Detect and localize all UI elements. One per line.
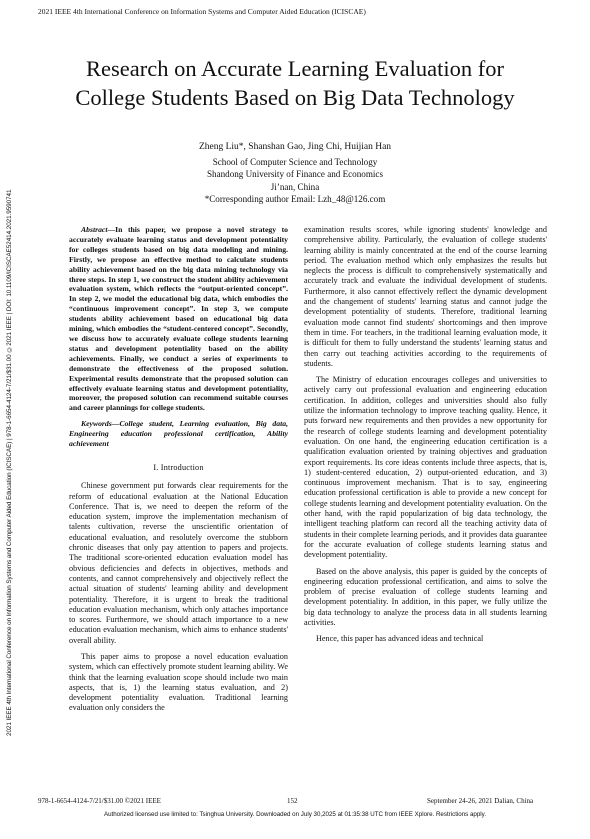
body-paragraph: examination results scores, while ignoring students' knowledge and comprehensive ability. Particularly, the evaluation of college students' learning ability is mainly concentrated at the end of the course learning period. The evaluation method which only emphasizes the results but neglects the process is difficult to comprehensively systematically and accurately track and evaluate the individual development of students. Furthermore, it also cannot effectively reflect the dynamic development and the changement of students' learning status and cannot judge the development potentiality of students. Therefore, traditional learning evaluation mode cannot find students' shortcomings and then improve them in time. For teachers, in the traditional learning evaluation mode, it is difficult for them to fully understand the students' learning status and then carry out teaching activities according to the requirements of students. (304, 225, 547, 368)
abstract-text: —In this paper, we propose a novel strategy to accurately evaluate learning status and development potentiality for colleges students based on big data modeling and mining. Firstly, we propose an effective method to calculate students ability achievement based on the big data mining technology via three steps. In step 1, we construct the student ability achievement evaluation system, which reflects the “output-oriented concept”. In step 2, we model the educational big data, which embodies the “continuous improvement concept”. In step 3, we compute students ability achievement based on educational big data mining, which embodies the “student-centered concept”. Secondly, we discuss how to accurately evaluate college students learning status and development potentiality based on the ability achievements. Finally, we conduct a series of experiments to demonstrate the effectiveness of the proposed solution. Experimental results demonstrate that the proposed solution can effectively evaluate learning status and development potentiality, moreover, the proposed solution can recommend suitable courses and career plannings for college students. (69, 225, 288, 413)
authorization-notice: Authorized licensed use limited to: Tsinghua University. Downloaded on July 30,2025 at 01:35:38 UTC from IEEE Xplore. Restrictions apply. (103, 811, 487, 818)
footer-date-place: September 24-26, 2021 Dalian, China (427, 797, 534, 805)
footer-page-number: 152 (287, 797, 298, 805)
author-university: Shandong University of Finance and Economics (206, 169, 384, 180)
abstract (69, 225, 288, 413)
right-column (304, 225, 547, 651)
body-paragraph: Based on the above analysis, this paper is guided by the concepts of engineering education professional certification, and aims to solve the problem of precise evaluation of college students learning and development potentiality. In addition, in this paper, we fully utilize the big data technology to analyze the process data in all students learning activities. (304, 566, 547, 627)
author-block (120, 141, 470, 206)
sidebar-doi-text: 2021 IEEE 4th International Conference on Information Systems and Computer Aided Education (ICISCAE) | 978-1-6654-4124-7/21/$31.00 ©2021 IEEE | DOI: 10.1109/ICISCAE52414.2021.9590741 (6, 189, 13, 737)
author-city: Ji’nan, China (270, 181, 320, 192)
body-paragraph: Hence, this paper has advanced ideas and technical (316, 634, 484, 644)
sidebar-doi-strip (6, 133, 16, 793)
left-column (69, 225, 288, 720)
paper-title: Research on Accurate Learning Evaluation for College Students Based on Big Data Technology (75, 56, 515, 110)
footer-isbn: 978-1-6654-4124-7/21/$31.00 ©2021 IEEE (38, 797, 161, 805)
author-email: *Corresponding author Email: Lzh_48@126.com (204, 194, 386, 205)
body-paragraph: The Ministry of education encourages colleges and universities to actively carry out professional evaluation and engineering education certification. In addition, colleges and universities should also fully utilize the information technology to improve teaching quality. Hence, it puts forward new requirements and then provides a new opportunity for the research of college students learning and development potentiality evaluation. On one hand, the engineering education certification is a qualification evaluation oriented by training objectives and graduation export requirements. Its core ideas contents include three aspects, that is, 1) student-centered education, 2) output-oriented education, and 3) continuous improvement mechanism. That is to say, engineering education professional certification is able to provide a new concept for college students learning and development potentiality evaluation. On the other hand, with the rapid popularization of big data technology, the intelligent teaching platform can record all the teaching activity data of students in their complete learning periods, and it provides data guarantee for the accurate evaluation of college students learning status and development potentiality. (304, 375, 547, 560)
intro-paragraph: Chinese government put forwards clear requirements for the reform of educational evaluation at the National Education Conference. That is, we need to deepen the reform of the education system, improve the implementation mechanism of talents cultivation, reverse the unscientific orientation of educational evaluation, and resolutely overcome the stubborn chronic diseases that only pay attention to papers and projects. The traditional score-oriented education evaluation model has obvious deficiencies and defects in objectives, methods and contents, and cannot comprehensively and objectively reflect the actual situation of students' learning ability and development potentiality. Therefore, it is urgent to break the traditional education evaluation mechanism, which only attaches importance to scores. Furthermore, we should attach importance to a new education evaluation mechanism, which aims to enhance students' overall ability. (69, 481, 288, 645)
conference-header: 2021 IEEE 4th International Conference on Information Systems and Computer Aided Education (ICISCAE) (38, 7, 366, 16)
intro-paragraph: This paper aims to propose a novel education evaluation system, which can effectively promote student learning ability. We think that the learning evaluation scope should include two main aspects, that is, 1) the learning status evaluation, and 2) development potentiality evaluation. Traditional learning evaluation only considers the (69, 651, 288, 713)
section-heading-introduction: I. Introduction (153, 462, 204, 472)
abstract-lead: Abstract (81, 225, 108, 234)
author-names: Zheng Liu*, Shanshan Gao, Jing Chi, Huijian Han (198, 142, 392, 152)
keywords: Keywords—College student, Learning evaluation, Big data, Engineering education professional certification, Ability achievement (69, 419, 288, 449)
author-school: School of Computer Science and Technology (212, 156, 378, 167)
